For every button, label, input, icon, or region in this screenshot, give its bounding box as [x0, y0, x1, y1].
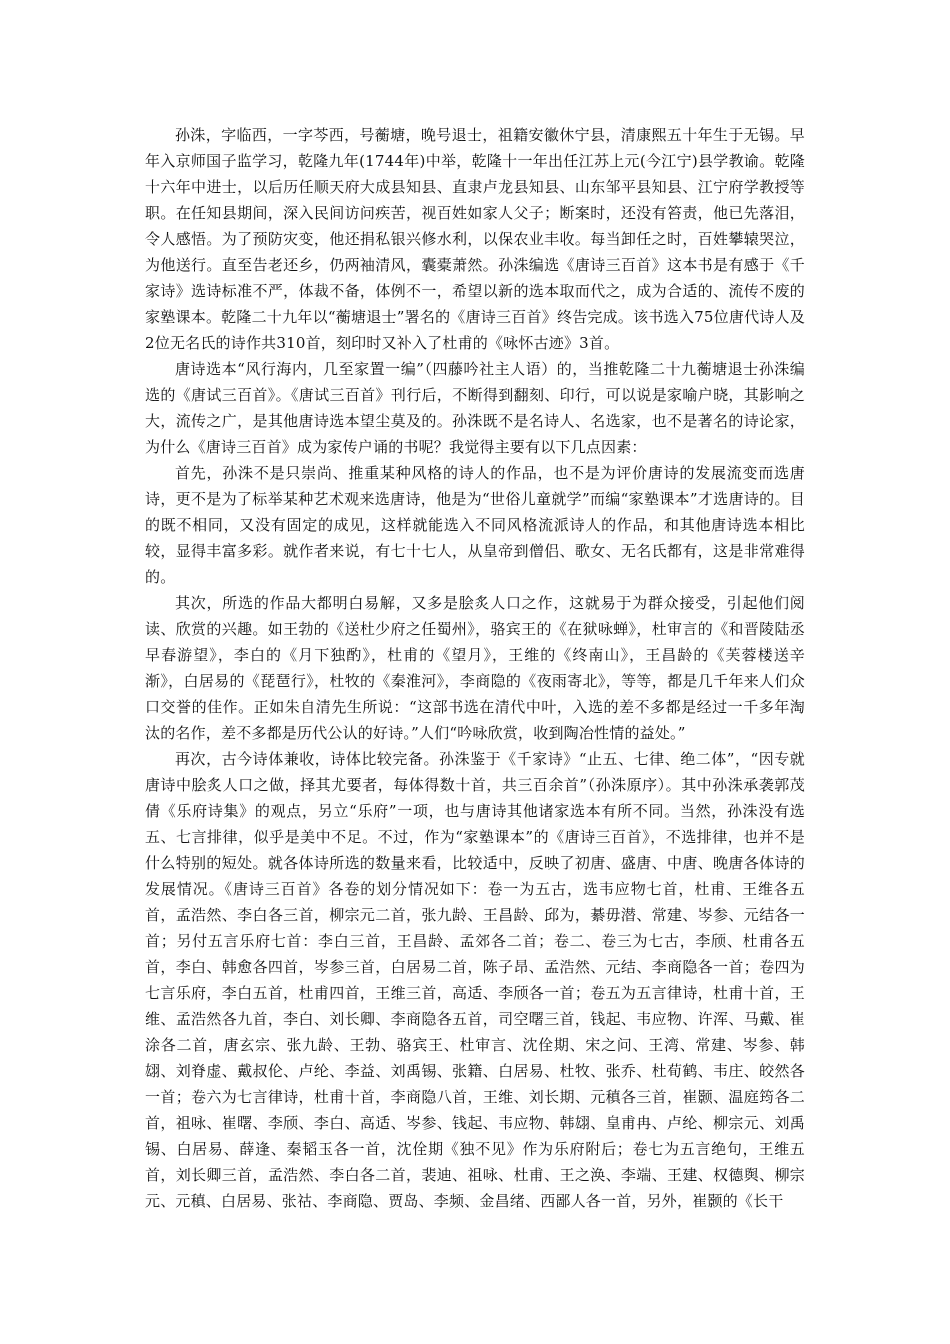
- document-body: [145, 122, 805, 1214]
- paragraph-popularity: 唐诗选本“风行海内，几至家置一编”（四藤吟社主人语）的，当推乾隆二十九蘅塘退士孙洙编选的《唐试三百首》。《唐试三百首》刊行后，不断得到翻刻、印行，可以说是家喻户晓，其影响之大，流传之广，是其他唐诗选本望尘莫及的。孙洙既不是名诗人、名选家，也不是著名的诗论家，为什么《唐诗三百首》成为家传户诵的书呢？我觉得主要有以下几点因素：: [145, 360, 805, 456]
- paragraph-second-reason: 其次，所选的作品大都明白易解，又多是脍炙人口之作，这就易于为群众接受，引起他们阅读、欣赏的兴趣。如王勃的《送杜少府之任蜀州》，骆宾王的《在狱咏蝉》，杜审言的《和晋陵陆丞早春游望》，李白的《月下独酌》，杜甫的《望月》，王维的《终南山》，王昌龄的《芙蓉楼送辛渐》，白居易的《琵琶行》，杜牧的《秦淮河》，李商隐的《夜雨寄北》，等等，都是几千年来人们众口交誉的佳作。正如朱自清先生所说：“这部书选在清代中叶，入选的差不多都是经过一千多年淘汰的名作，差不多都是历代公认的好诗。”人们“吟咏欣赏，收到陶冶性情的益处。”: [145, 594, 805, 742]
- paragraph-intro-sun-zhu: 孙洙，字临西，一字芩西，号蘅塘，晚号退士，祖籍安徽休宁县，清康熙五十年生于无锡。早年入京师国子监学习，乾隆九年(1744年)中举，乾隆十一年出任江苏上元(今江宁)县学教谕。乾隆十六年中进士，以后历任顺天府大成县知县、直隶卢龙县知县、山东邹平县知县、江宁府学教授等职。在任知县期间，深入民间访问疾苦，视百姓如家人父子；断案时，还没有笞责，他已先落泪，令人感悟。为了预防灾变，他还捐私银兴修水利，以保农业丰收。每当卸任之时，百姓攀辕哭泣，为他送行。直至告老还乡，仍两袖清风，囊橐萧然。孙洙编选《唐诗三百首》这本书是有感于《千家诗》选诗标准不严，体裁不备，体例不一，希望以新的选本取而代之，成为合适的、流传不废的家塾课本。乾隆二十九年以“蘅塘退士”署名的《唐诗三百首》终告完成。该书选入75位唐代诗人及2位无名氏的诗作共310首，刻印时又补入了杜甫的《咏怀古迹》3首。: [145, 126, 805, 352]
- paragraph-first-reason: 首先，孙洙不是只崇尚、推重某种风格的诗人的作品，也不是为评价唐诗的发展流变而选唐诗，更不是为了标举某种艺术观来选唐诗，他是为“世俗儿童就学”而编“家塾课本”才选唐诗的。目的既不相同，又没有固定的成见，这样就能选入不同风格流派诗人的作品，和其他唐诗选本相比较，显得丰富多彩。就作者来说，有七十七人，从皇帝到僧侣、歌女、无名氏都有，这是非常难得的。: [145, 464, 805, 586]
- paragraph-third-reason: 再次，古今诗体兼收，诗体比较完备。孙洙鉴于《千家诗》“止五、七律、绝二体”，“因专就唐诗中脍炙人口之做，择其尤要者，每体得数十首，共三百余首”（孙洙原序）。其中孙洙承袭郭茂倩《乐府诗集》的观点，另立“乐府”一项，也与唐诗其他诸家选本有所不同。当然，孙洙没有选五、七言排律，似乎是美中不足。不过，作为“家塾课本”的《唐诗三百首》，不选排律，也并不是什么特别的短处。就各体诗所选的数量来看，比较适中，反映了初唐、盛唐、中唐、晚唐各体诗的发展情况。《唐诗三百首》各卷的划分情况如下：卷一为五古，选韦应物七首，杜甫、王维各五首，孟浩然、李白各三首，柳宗元二首，张九龄、王昌龄、邱为，綦毋潜、常建、岑参、元结各一首；另付五言乐府七首：李白三首，王昌龄、孟郊各二首；卷二、卷三为七古，李颀、杜甫各五首，李白、韩愈各四首，岑参三首，白居易二首，陈子昂、孟浩然、元结、李商隐各一首；卷四为七言乐府，李白五首，杜甫四首，王维三首，高适、李颀各一首；卷五为五言律诗，杜甫十首，王维、孟浩然各九首，李白、刘长卿、李商隐各五首，司空曙三首，钱起、韦应物、许浑、马戴、崔涂各二首，唐玄宗、张九龄、王勃、骆宾王、杜审言、沈佺期、宋之问、王湾、常建、岑参、韩翃、刘脊虚、戴叔伦、卢纶、李益、刘禹锡、张籍、白居易、杜牧、张乔、杜荀鹤、韦庄、皎然各一首；卷六为七言律诗，杜甫十首，李商隐八首，王维、刘长期、元稹各三首，崔颢、温庭筠各二首，祖咏、崔曙、李颀、李白、高适、岑参、钱起、韦应物、韩翃、皇甫冉、卢纶、柳宗元、刘禹锡、白居易、薛逢、秦韬玉各一首，沈佺期《独不见》作为乐府附后；卷七为五言绝句，王维五首，刘长卿三首，孟浩然、李白各二首，裴迪、祖咏、杜甫、王之涣、李端、王建、权德舆、柳宗元、元稹、白居易、张祜、李商隐、贾岛、李频、金昌绪、西鄙人各一首，另外，崔颢的《长干: [145, 750, 805, 1210]
